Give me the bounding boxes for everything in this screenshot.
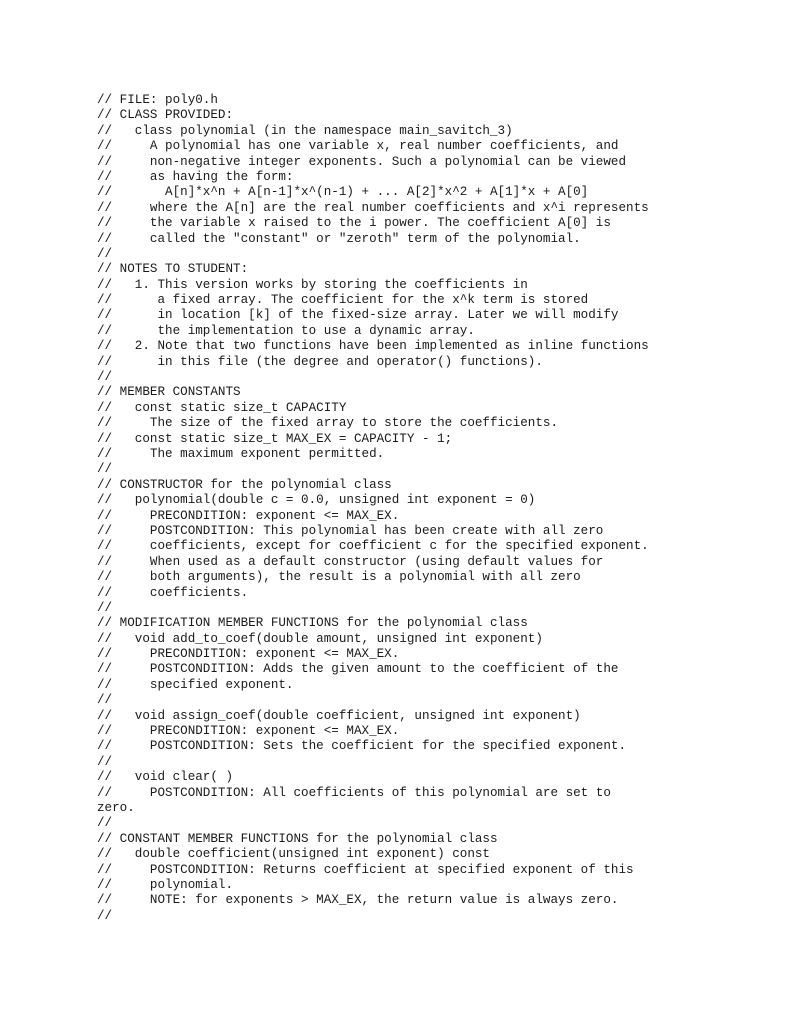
code-line: // xyxy=(97,246,113,261)
code-line: // xyxy=(97,816,113,831)
code-line: // class polynomial (in the namespace main_savitch_3) xyxy=(97,123,513,138)
code-line: // POSTCONDITION: All coefficients of this polynomial are set to xyxy=(97,785,611,800)
code-line: // in this file (the degree and operator() functions). xyxy=(97,354,543,369)
code-line: // in location [k] of the fixed-size array. Later we will modify xyxy=(97,308,619,323)
code-line: // xyxy=(97,693,113,708)
code-line: // POSTCONDITION: Sets the coefficient for the specified exponent. xyxy=(97,739,627,754)
code-line: // CONSTRUCTOR for the polynomial class xyxy=(97,477,392,492)
code-line: // xyxy=(97,908,113,923)
code-line: // PRECONDITION: exponent <= MAX_EX. xyxy=(97,647,400,662)
code-line: // PRECONDITION: exponent <= MAX_EX. xyxy=(97,724,400,739)
code-line: // both arguments), the result is a polynomial with all zero xyxy=(97,570,581,585)
code-comment-block xyxy=(97,93,649,924)
code-line: // NOTE: for exponents > MAX_EX, the return value is always zero. xyxy=(97,893,619,908)
code-line: // void assign_coef(double coefficient, unsigned int exponent) xyxy=(97,708,581,723)
code-line: // const static size_t MAX_EX = CAPACITY - 1; xyxy=(97,431,453,446)
code-line: // specified exponent. xyxy=(97,677,294,692)
code-line: // When used as a default constructor (using default values for xyxy=(97,554,604,569)
code-line: // polynomial. xyxy=(97,877,234,892)
code-line: // non-negative integer exponents. Such a polynomial can be viewed xyxy=(97,154,627,169)
code-line: // 1. This version works by storing the coefficients in xyxy=(97,277,528,292)
code-line: // A[n]*x^n + A[n-1]*x^(n-1) + ... A[2]*x^2 + A[1]*x + A[0] xyxy=(97,185,589,200)
code-line: // the variable x raised to the i power. The coefficient A[0] is xyxy=(97,216,611,231)
code-line: // double coefficient(unsigned int exponent) const xyxy=(97,847,490,862)
code-line: // a fixed array. The coefficient for the x^k term is stored xyxy=(97,293,589,308)
code-line: // NOTES TO STUDENT: xyxy=(97,262,249,277)
code-line: // POSTCONDITION: Adds the given amount to the coefficient of the xyxy=(97,662,619,677)
code-line: // coefficients, except for coefficient c for the specified exponent. xyxy=(97,539,649,554)
code-line: // polynomial(double c = 0.0, unsigned int exponent = 0) xyxy=(97,493,536,508)
code-line: // POSTCONDITION: This polynomial has been create with all zero xyxy=(97,523,604,538)
code-line: // called the "constant" or "zeroth" term of the polynomial. xyxy=(97,231,581,246)
code-line: // void add_to_coef(double amount, unsigned int exponent) xyxy=(97,631,543,646)
code-line: // CLASS PROVIDED: xyxy=(97,108,234,123)
code-line: // POSTCONDITION: Returns coefficient at specified exponent of this xyxy=(97,862,634,877)
code-line: // where the A[n] are the real number coefficients and x^i represents xyxy=(97,200,649,215)
code-line: // as having the form: xyxy=(97,169,294,184)
code-line: // 2. Note that two functions have been implemented as inline functions xyxy=(97,339,649,354)
code-line: // xyxy=(97,370,113,385)
code-line: // FILE: poly0.h xyxy=(97,93,218,107)
code-line: // the implementation to use a dynamic array. xyxy=(97,323,475,338)
code-line: // PRECONDITION: exponent <= MAX_EX. xyxy=(97,508,400,523)
code-line: // void clear( ) xyxy=(97,770,234,785)
code-line: // coefficients. xyxy=(97,585,249,600)
code-line: // MODIFICATION MEMBER FUNCTIONS for the polynomial class xyxy=(97,616,528,631)
code-line: // The size of the fixed array to store the coefficients. xyxy=(97,416,559,431)
code-line: // xyxy=(97,754,113,769)
code-line: // CONSTANT MEMBER FUNCTIONS for the polynomial class xyxy=(97,831,498,846)
code-line: // xyxy=(97,600,113,615)
code-line: zero. xyxy=(97,800,135,815)
code-line: // const static size_t CAPACITY xyxy=(97,400,347,415)
code-line: // A polynomial has one variable x, real number coefficients, and xyxy=(97,139,619,154)
code-line: // xyxy=(97,462,113,477)
code-line: // MEMBER CONSTANTS xyxy=(97,385,241,400)
code-line: // The maximum exponent permitted. xyxy=(97,446,385,461)
